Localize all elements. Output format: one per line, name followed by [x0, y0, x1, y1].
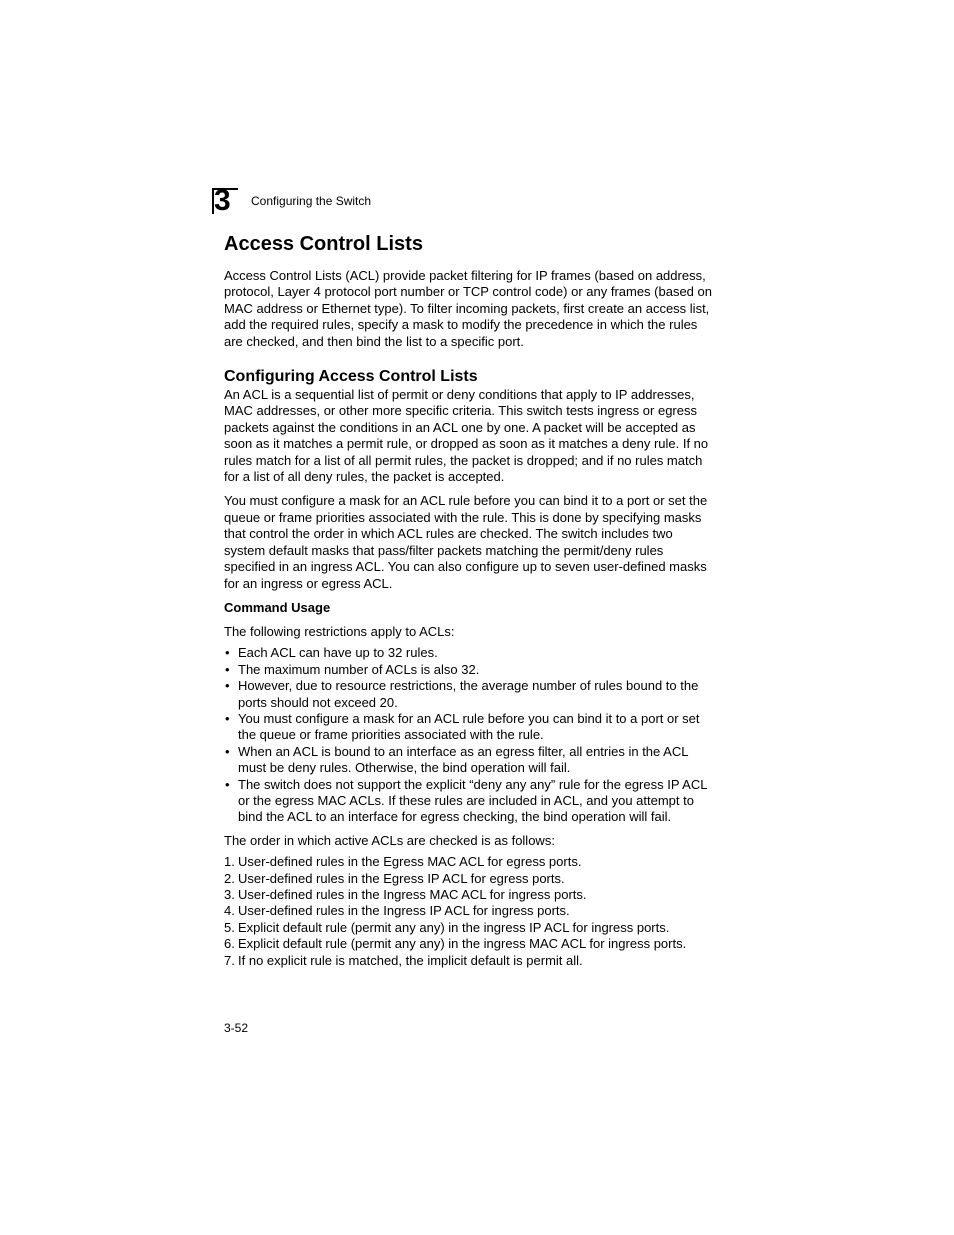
list-item: [224, 854, 716, 870]
list-item: [224, 645, 716, 661]
bullet-mark: •: [225, 678, 230, 694]
restrictions-intro: The following restrictions apply to ACLs:: [224, 623, 455, 639]
list-item-text: Explicit default rule (permit any any) in the ingress MAC ACL for ingress ports.: [238, 936, 687, 952]
list-item: [224, 711, 716, 744]
command-usage-heading: Command Usage: [224, 599, 331, 615]
subsection-title: Configuring Access Control Lists: [224, 368, 478, 386]
list-item: [224, 903, 716, 919]
list-item-text: The maximum number of ACLs is also 32.: [238, 661, 480, 677]
list-number: 4.: [224, 903, 235, 919]
list-item: [224, 777, 716, 826]
section-intro: Access Control Lists (ACL) provide packet filtering for IP frames (based on address, protocol, Layer 4 protocol port number or TCP control code) or any frames (based on MAC address or Ethernet type). To filter incoming packets, first create an access list, add the required rules, specify a mask to modify the precedence in which the rules are checked, and then bind the list to a specific port.: [224, 268, 712, 349]
list-item-text: You must configure a mask for an ACL rule before you can bind it to a port or set the queue or frame priorities associated with the rule.: [238, 710, 700, 743]
list-item-text: However, due to resource restrictions, the average number of rules bound to the ports should not exceed 20.: [238, 678, 699, 710]
list-item: [224, 920, 716, 936]
page-content: [224, 231, 716, 969]
bullet-mark: •: [225, 776, 230, 792]
list-item: [224, 744, 716, 777]
bullet-mark: •: [225, 743, 230, 759]
restrictions-list: [224, 645, 716, 825]
list-number: 7.: [224, 952, 235, 968]
list-item-text: User-defined rules in the Ingress MAC ACL for ingress ports.: [238, 887, 587, 902]
list-item-text: The switch does not support the explicit “deny any any” rule for the egress IP ACL or the egress MAC ACLs. If these rules are included in ACL, and you attempt to bind the ACL to an interface for egress checking, the bind operation will fail.: [238, 776, 707, 825]
bullet-mark: •: [225, 645, 230, 661]
order-list: [224, 854, 716, 969]
list-item: [224, 887, 716, 903]
list-number: 1.: [224, 854, 235, 870]
chapter-number: 3: [214, 184, 231, 217]
list-item-text: User-defined rules in the Egress MAC ACL for egress ports.: [238, 854, 582, 870]
list-number: 6.: [224, 936, 235, 952]
page-number: 3-52: [224, 1021, 249, 1035]
list-item-text: When an ACL is bound to an interface as an egress filter, all entries in the ACL must be deny rules. Otherwise, the bind operation will fail.: [238, 743, 688, 776]
list-number: 5.: [224, 919, 235, 935]
order-intro: The order in which active ACLs are checked is as follows:: [224, 832, 555, 848]
list-number: 3.: [224, 887, 235, 902]
list-item-text: User-defined rules in the Ingress IP ACL for ingress ports.: [238, 903, 570, 919]
list-item-text: Explicit default rule (permit any any) in the ingress IP ACL for ingress ports.: [238, 919, 670, 935]
list-item: [224, 953, 716, 969]
bullet-mark: •: [225, 710, 230, 726]
list-item-text: Each ACL can have up to 32 rules.: [238, 645, 438, 661]
running-header: Configuring the Switch: [251, 194, 372, 208]
list-item: [224, 936, 716, 952]
subsection-paragraph-1: An ACL is a sequential list of permit or deny conditions that apply to IP addresses, MAC addresses, or other more specific criteria. This switch tests ingress or egress packets against the conditions in an ACL one by one. A packet will be accepted as soon as it matches a permit rule, or dropped as soon as it matches a deny rule. If no rules match for a list of all permit rules, the packet is dropped; and if no rules match for a list of all deny rules, the packet is accepted.: [224, 387, 709, 485]
list-item-text: User-defined rules in the Egress IP ACL for egress ports.: [238, 870, 565, 886]
section-title: Access Control Lists: [224, 233, 423, 255]
list-number: 2.: [224, 870, 235, 886]
subsection-paragraph-2: You must configure a mask for an ACL rule before you can bind it to a port or set the queue or frame priorities associated with the rule. This is done by specifying masks that control the order in which ACL rules are checked. The switch includes two system default masks that pass/filter packets matching the permit/deny rules specified in an ingress ACL. You can also configure up to seven user-defined masks for an ingress or egress ACL.: [224, 493, 708, 591]
list-item: [224, 678, 716, 711]
list-item: [224, 871, 716, 887]
list-item-text: If no explicit rule is matched, the implicit default is permit all.: [238, 952, 583, 968]
list-item: [224, 662, 716, 678]
bullet-mark: •: [225, 661, 230, 677]
